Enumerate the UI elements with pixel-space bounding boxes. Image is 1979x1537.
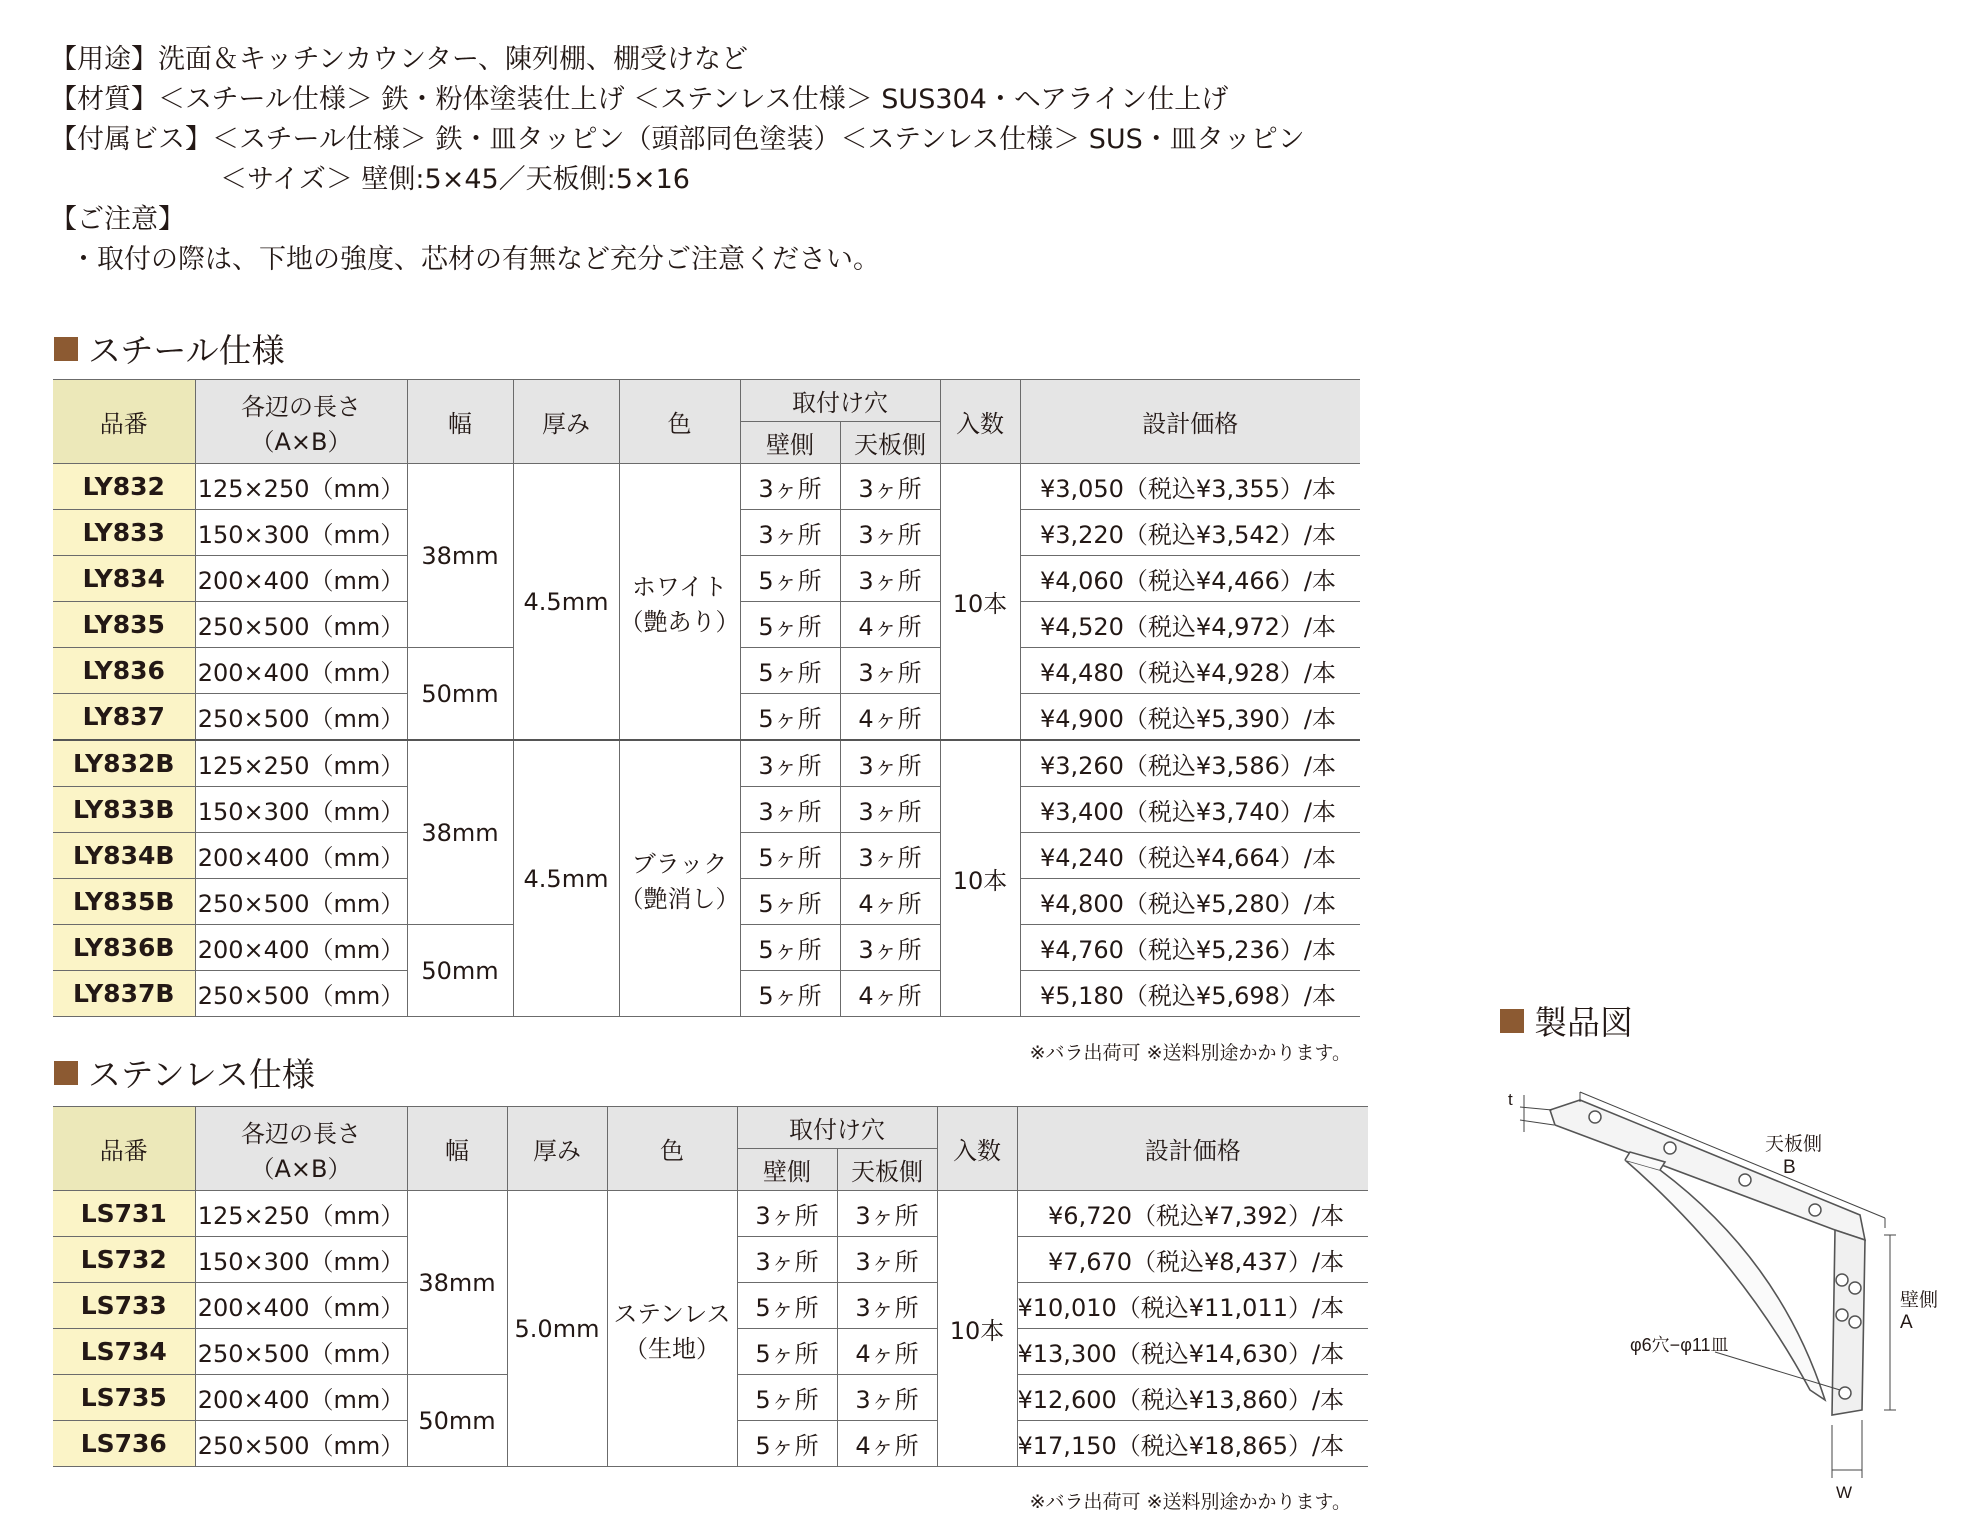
wall-holes: 5ヶ所: [740, 925, 840, 971]
qty-cell: 10本: [937, 1191, 1017, 1467]
width-cell: 50mm: [407, 648, 513, 741]
part-number: LS733: [53, 1283, 195, 1329]
part-number: LY837: [53, 694, 195, 741]
header-top-side: 天板側: [840, 422, 940, 464]
length-cell: 250×500（mm）: [195, 1421, 407, 1467]
price-cell: ¥4,060（税込¥4,466）/本: [1020, 556, 1360, 602]
spec-screw-size: ＜サイズ＞ 壁側:5×45／天板側:5×16: [220, 164, 690, 195]
color-name: ホワイト: [631, 572, 728, 601]
color-finish: （生地）: [624, 1334, 720, 1363]
label-wall-side: 壁側: [1900, 1290, 1939, 1311]
part-number: LY836: [53, 648, 195, 694]
top-holes: 4ヶ所: [837, 1329, 937, 1375]
top-holes: 3ヶ所: [840, 510, 940, 556]
part-number: LY835: [53, 602, 195, 648]
part-number: LY836B: [53, 925, 195, 971]
header-color: 色: [607, 1107, 737, 1191]
thickness-cell: 4.5mm: [513, 740, 619, 1017]
part-number: LY835B: [53, 879, 195, 925]
top-holes: 4ヶ所: [840, 879, 940, 925]
top-holes: 4ヶ所: [840, 602, 940, 648]
length-cell: 150×300（mm）: [195, 1237, 407, 1283]
caution-title: 【ご注意】: [50, 204, 185, 235]
header-top-side: 天板側: [837, 1149, 937, 1191]
part-number: LY833B: [53, 787, 195, 833]
label-t: t: [1508, 1090, 1513, 1109]
caution-text: ・取付の際は、下地の強度、芯材の有無など充分ご注意ください。: [70, 244, 880, 275]
length-cell: 200×400（mm）: [195, 648, 407, 694]
header-qty: 入数: [937, 1107, 1017, 1191]
top-holes: 3ヶ所: [840, 787, 940, 833]
color-cell: [619, 464, 740, 741]
steel-footnote: ※バラ出荷可 ※送料別途かかります。: [1029, 1042, 1351, 1064]
spec-screws: 【付属ビス】＜スチール仕様＞ 鉄・皿タッピン（頭部同色塗装）＜ステンレス仕様＞ SUS・皿タッピン: [50, 124, 1305, 155]
thickness-cell: 4.5mm: [513, 464, 619, 741]
width-cell: 50mm: [407, 925, 513, 1017]
label-top-side-b: B: [1783, 1157, 1796, 1178]
steel-title-text: スチール仕様: [88, 331, 285, 370]
label-wall-side-a: A: [1900, 1312, 1913, 1333]
top-holes: 3ヶ所: [840, 925, 940, 971]
header-color: 色: [619, 380, 740, 464]
section-marker-icon: [1500, 1009, 1524, 1033]
wall-holes: 5ヶ所: [740, 879, 840, 925]
length-cell: 150×300（mm）: [195, 787, 407, 833]
header-length-sub: （A×B）: [250, 427, 352, 456]
top-holes: 3ヶ所: [840, 740, 940, 787]
length-cell: 200×400（mm）: [195, 1283, 407, 1329]
header-length-label: 各辺の長さ: [241, 392, 361, 421]
header-price: 設計価格: [1020, 380, 1360, 464]
length-cell: 250×500（mm）: [195, 1329, 407, 1375]
top-holes: 4ヶ所: [837, 1421, 937, 1467]
steel-table: [53, 379, 1360, 1017]
header-holes: 取付け穴: [740, 380, 940, 422]
color-finish: （艶消し）: [619, 884, 740, 913]
price-cell: ¥17,150（税込¥18,865）/本: [1017, 1421, 1368, 1467]
stainless-title-text: ステンレス仕様: [88, 1055, 315, 1094]
label-hole: φ6穴−φ11皿: [1630, 1335, 1729, 1355]
length-cell: 125×250（mm）: [195, 1191, 407, 1237]
length-cell: 200×400（mm）: [195, 556, 407, 602]
top-holes: 3ヶ所: [840, 464, 940, 510]
bracket-diagram: [1480, 1070, 1960, 1510]
header-part-no: 品番: [53, 380, 195, 464]
top-holes: 3ヶ所: [837, 1237, 937, 1283]
length-cell: 200×400（mm）: [195, 925, 407, 971]
part-number: LY832: [53, 464, 195, 510]
header-holes: 取付け穴: [737, 1107, 937, 1149]
wall-holes: 3ヶ所: [737, 1191, 837, 1237]
length-cell: 150×300（mm）: [195, 510, 407, 556]
header-length: [195, 1107, 407, 1191]
price-cell: ¥3,050（税込¥3,355）/本: [1020, 464, 1360, 510]
stainless-section-title: [54, 1049, 315, 1096]
diagram-title-text: 製品図: [1534, 1003, 1633, 1042]
wall-holes: 3ヶ所: [740, 464, 840, 510]
wall-holes: 5ヶ所: [740, 694, 840, 741]
part-number: LS731: [53, 1191, 195, 1237]
header-length-sub: （A×B）: [250, 1154, 352, 1183]
width-cell: 38mm: [407, 740, 513, 925]
wall-holes: 5ヶ所: [740, 648, 840, 694]
wall-holes: 5ヶ所: [737, 1329, 837, 1375]
price-cell: ¥4,520（税込¥4,972）/本: [1020, 602, 1360, 648]
part-number: LY837B: [53, 971, 195, 1017]
header-length-label: 各辺の長さ: [241, 1119, 361, 1148]
color-cell: [607, 1191, 737, 1467]
length-cell: 125×250（mm）: [195, 464, 407, 510]
price-cell: ¥4,240（税込¥4,664）/本: [1020, 833, 1360, 879]
part-number: LS734: [53, 1329, 195, 1375]
diagram-section-title: [1500, 997, 1633, 1044]
price-cell: ¥4,900（税込¥5,390）/本: [1020, 694, 1360, 741]
header-price: 設計価格: [1017, 1107, 1368, 1191]
part-number: LY833: [53, 510, 195, 556]
length-cell: 200×400（mm）: [195, 1375, 407, 1421]
wall-holes: 5ヶ所: [740, 971, 840, 1017]
color-name: ブラック: [631, 849, 728, 878]
price-cell: ¥3,400（税込¥3,740）/本: [1020, 787, 1360, 833]
table-row: [53, 1191, 1368, 1237]
wall-holes: 3ヶ所: [740, 740, 840, 787]
color-name: ステンレス: [613, 1299, 731, 1328]
stainless-table: [53, 1106, 1368, 1467]
color-finish: （艶あり）: [619, 607, 740, 636]
length-cell: 250×500（mm）: [195, 694, 407, 741]
part-number: LY832B: [53, 740, 195, 787]
part-number: LS732: [53, 1237, 195, 1283]
label-w: W: [1836, 1483, 1853, 1502]
label-top-side: 天板側: [1765, 1134, 1823, 1155]
wall-holes: 5ヶ所: [740, 833, 840, 879]
wall-holes: 3ヶ所: [740, 510, 840, 556]
part-number: LS735: [53, 1375, 195, 1421]
price-cell: ¥3,220（税込¥3,542）/本: [1020, 510, 1360, 556]
header-length: [195, 380, 407, 464]
wall-holes: 5ヶ所: [737, 1375, 837, 1421]
price-cell: ¥13,300（税込¥14,630）/本: [1017, 1329, 1368, 1375]
price-cell: ¥4,800（税込¥5,280）/本: [1020, 879, 1360, 925]
price-cell: ¥7,670（税込¥8,437）/本: [1017, 1237, 1368, 1283]
color-cell: [619, 740, 740, 1017]
wall-holes: 5ヶ所: [737, 1421, 837, 1467]
top-holes: 3ヶ所: [837, 1283, 937, 1329]
top-holes: 3ヶ所: [840, 833, 940, 879]
spec-material: 【材質】＜スチール仕様＞ 鉄・粉体塗装仕上げ ＜ステンレス仕様＞ SUS304・ヘアライン仕上げ: [50, 84, 1229, 115]
top-holes: 3ヶ所: [840, 556, 940, 602]
table-row: [53, 464, 1360, 510]
stainless-footnote: ※バラ出荷可 ※送料別途かかります。: [1029, 1491, 1351, 1513]
part-number: LY834B: [53, 833, 195, 879]
price-cell: ¥3,260（税込¥3,586）/本: [1020, 740, 1360, 787]
header-wall-side: 壁側: [737, 1149, 837, 1191]
wall-holes: 5ヶ所: [740, 556, 840, 602]
header-width: 幅: [407, 1107, 507, 1191]
section-marker-icon: [54, 1061, 78, 1085]
header-part-no: 品番: [53, 1107, 195, 1191]
price-cell: ¥12,600（税込¥13,860）/本: [1017, 1375, 1368, 1421]
qty-cell: 10本: [940, 740, 1020, 1017]
price-cell: ¥5,180（税込¥5,698）/本: [1020, 971, 1360, 1017]
header-qty: 入数: [940, 380, 1020, 464]
width-cell: 38mm: [407, 464, 513, 648]
wall-holes: 3ヶ所: [737, 1237, 837, 1283]
part-number: LY834: [53, 556, 195, 602]
top-holes: 4ヶ所: [840, 971, 940, 1017]
thickness-cell: 5.0mm: [507, 1191, 607, 1467]
steel-section-title: [54, 325, 285, 372]
length-cell: 125×250（mm）: [195, 740, 407, 787]
wall-holes: 5ヶ所: [740, 602, 840, 648]
price-cell: ¥4,480（税込¥4,928）/本: [1020, 648, 1360, 694]
header-width: 幅: [407, 380, 513, 464]
price-cell: ¥10,010（税込¥11,011）/本: [1017, 1283, 1368, 1329]
top-holes: 3ヶ所: [837, 1191, 937, 1237]
length-cell: 250×500（mm）: [195, 602, 407, 648]
part-number: LS736: [53, 1421, 195, 1467]
top-holes: 4ヶ所: [840, 694, 940, 741]
qty-cell: 10本: [940, 464, 1020, 741]
header-thickness: 厚み: [513, 380, 619, 464]
top-holes: 3ヶ所: [840, 648, 940, 694]
width-cell: 38mm: [407, 1191, 507, 1375]
wall-holes: 5ヶ所: [737, 1283, 837, 1329]
price-cell: ¥6,720（税込¥7,392）/本: [1017, 1191, 1368, 1237]
header-thickness: 厚み: [507, 1107, 607, 1191]
width-cell: 50mm: [407, 1375, 507, 1467]
spec-use: 【用途】洗面＆キッチンカウンター、陳列棚、棚受けなど: [50, 44, 748, 75]
length-cell: 250×500（mm）: [195, 879, 407, 925]
top-holes: 3ヶ所: [837, 1375, 937, 1421]
table-row: [53, 740, 1360, 787]
price-cell: ¥4,760（税込¥5,236）/本: [1020, 925, 1360, 971]
length-cell: 200×400（mm）: [195, 833, 407, 879]
length-cell: 250×500（mm）: [195, 971, 407, 1017]
spec-section: [50, 40, 1305, 280]
wall-holes: 3ヶ所: [740, 787, 840, 833]
section-marker-icon: [54, 337, 78, 361]
header-wall-side: 壁側: [740, 422, 840, 464]
